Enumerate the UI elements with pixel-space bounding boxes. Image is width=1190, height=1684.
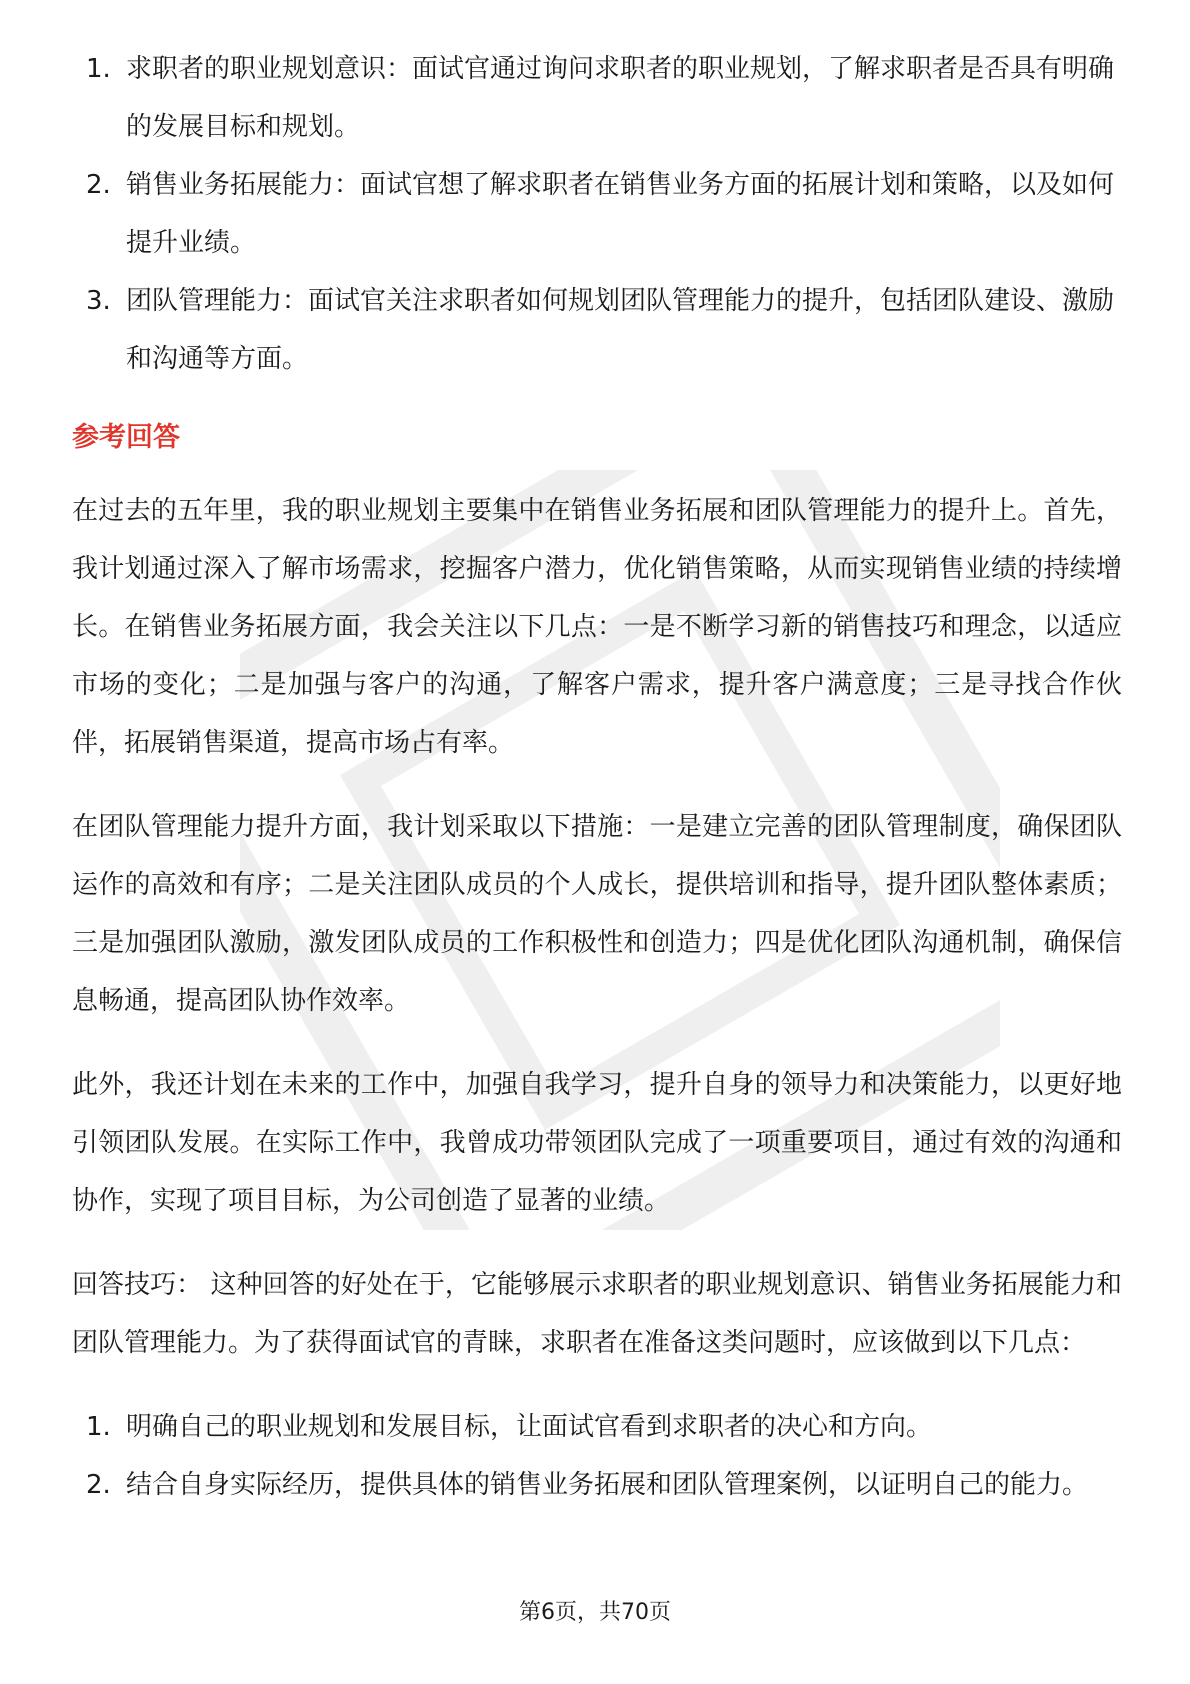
answer-paragraph: 在团队管理能力提升方面，我计划采取以下措施：一是建立完善的团队管理制度，确保团队运作的高效和有序；二是关注团队成员的个人成长，提供培训和指导，提升团队整体素质；三是加强团队激励，激发团队成员的工作积极性和创造力；四是优化团队沟通机制，确保信息畅通，提高团队协作效率。 [72,812,1122,1016]
list-item-text: 明确自己的职业规划和发展目标，让面试官看到求职者的决心和方向。 [126,1412,933,1442]
list-item-text: 团队管理能力：面试官关注求职者如何规划团队管理能力的提升，包括团队建设、激励和沟通等方面。 [126,286,1115,374]
list-item [72,272,1122,388]
tips-list [72,1398,1122,1514]
list-item-number: 1. [86,54,111,84]
answer-paragraph: 在过去的五年里，我的职业规划主要集中在销售业务拓展和团队管理能力的提升上。首先，我计划通过深入了解市场需求，挖掘客户潜力，优化销售策略，从而实现销售业绩的持续增长。在销售业务拓展方面，我会关注以下几点：一是不断学习新的销售技巧和理念，以适应市场的变化；二是加强与客户的沟通，了解客户需求，提升客户满意度；三是寻找合作伙伴，拓展销售渠道，提高市场占有率。 [72,496,1122,758]
list-item-text: 求职者的职业规划意识：面试官通过询问求职者的职业规划，了解求职者是否具有明确的发展目标和规划。 [126,54,1115,142]
list-item [72,1398,1122,1456]
interview-points-list [72,40,1122,388]
answer-paragraph: 此外，我还计划在未来的工作中，加强自我学习，提升自身的领导力和决策能力，以更好地引领团队发展。在实际工作中，我曾成功带领团队完成了一项重要项目，通过有效的沟通和协作，实现了项目目标，为公司创造了显著的业绩。 [72,1070,1122,1216]
tips-paragraph: 回答技巧： 这种回答的好处在于，它能够展示求职者的职业规划意识、销售业务拓展能力和团队管理能力。为了获得面试官的青睐，求职者在准备这类问题时，应该做到以下几点： [72,1270,1122,1358]
list-item-number: 2. [86,170,111,200]
list-item-number: 2. [86,1470,111,1500]
section-heading: 参考回答 [72,422,180,453]
page-number-footer: 第6页，共70页 [519,1600,671,1625]
list-item-text: 销售业务拓展能力：面试官想了解求职者在销售业务方面的拓展计划和策略，以及如何提升业绩。 [126,170,1115,258]
list-item [72,156,1122,272]
list-item [72,1456,1122,1514]
list-item-number: 3. [86,286,111,316]
page-content [72,40,1122,1514]
list-item-text: 结合自身实际经历，提供具体的销售业务拓展和团队管理案例，以证明自己的能力。 [126,1470,1089,1500]
list-item-number: 1. [86,1412,111,1442]
list-item [72,40,1122,156]
